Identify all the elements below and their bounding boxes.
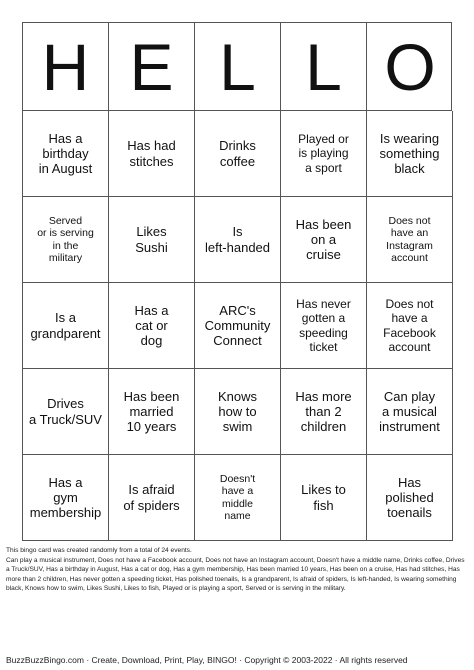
bingo-cell[interactable]: Has polished toenails: [367, 455, 453, 541]
bingo-cell[interactable]: Has a gym membership: [23, 455, 109, 541]
bingo-header-row: [22, 22, 452, 110]
header-letter: E: [109, 23, 195, 110]
bingo-cell[interactable]: Has more than 2 children: [281, 369, 367, 455]
bingo-cell[interactable]: Doesn't have a middle name: [195, 455, 281, 541]
bingo-cell[interactable]: Has a birthday in August: [23, 111, 109, 197]
bingo-cell[interactable]: Has had stitches: [109, 111, 195, 197]
header-letter: L: [281, 23, 367, 110]
bingo-card: [22, 22, 452, 541]
bingo-cell[interactable]: Drives a Truck/SUV: [23, 369, 109, 455]
bingo-cell[interactable]: Likes to fish: [281, 455, 367, 541]
card-info-note: [6, 546, 468, 594]
bingo-cell[interactable]: Played or is playing a sport: [281, 111, 367, 197]
bingo-cell[interactable]: ARC's Community Connect: [195, 283, 281, 369]
bingo-cell[interactable]: Does not have a Facebook account: [367, 283, 453, 369]
bingo-cell[interactable]: Can play a musical instrument: [367, 369, 453, 455]
header-letter: O: [384, 29, 436, 104]
bingo-cell[interactable]: Drinks coffee: [195, 111, 281, 197]
bingo-cell[interactable]: Has a cat or dog: [109, 283, 195, 369]
bingo-grid: [22, 110, 452, 541]
bingo-cell[interactable]: Is a grandparent: [23, 283, 109, 369]
header-letter: L: [195, 23, 281, 110]
bingo-cell[interactable]: Knows how to swim: [195, 369, 281, 455]
header-letter: H: [23, 23, 109, 110]
bingo-cell[interactable]: Is wearing something black: [367, 111, 453, 197]
bingo-cell[interactable]: Served or is serving in the military: [23, 197, 109, 283]
bingo-cell[interactable]: Has been on a cruise: [281, 197, 367, 283]
bingo-cell[interactable]: Does not have an Instagram account: [367, 197, 453, 283]
bingo-cell[interactable]: Has never gotten a speeding ticket: [281, 283, 367, 369]
card-info-events: Can play a musical instrument, Does not have a Facebook account, Does not have an Instagram account, Doesn't have a middle name, Drinks coffee, Drives a Truck/SUV, Has a birthday in August, Has a cat or dog, Has a gym membership, Has been married 10 years, Has been on a cruise, Has had stitches, Has more than 2 children, Has never gotten a speeding ticket, Has polished toenails, Is a grandparent, Is afraid of spiders, Is left-handed, Is wearing something black, Knows how to swim, Likes Sushi, Likes to fish, Played or is playing a sport, Served or is serving in the military.: [6, 556, 465, 593]
footer-text: BuzzBuzzBingo.com · Create, Download, Print, Play, BINGO! · Copyright © 2003-2022 · All rights reserved: [6, 655, 408, 665]
bingo-cell[interactable]: Is left-handed: [195, 197, 281, 283]
card-info-intro: This bingo card was created randomly from a total of 24 events.: [6, 547, 192, 554]
bingo-cell[interactable]: Has been married 10 years: [109, 369, 195, 455]
page-footer: [6, 655, 464, 665]
bingo-cell[interactable]: Likes Sushi: [109, 197, 195, 283]
bingo-cell[interactable]: Is afraid of spiders: [109, 455, 195, 541]
